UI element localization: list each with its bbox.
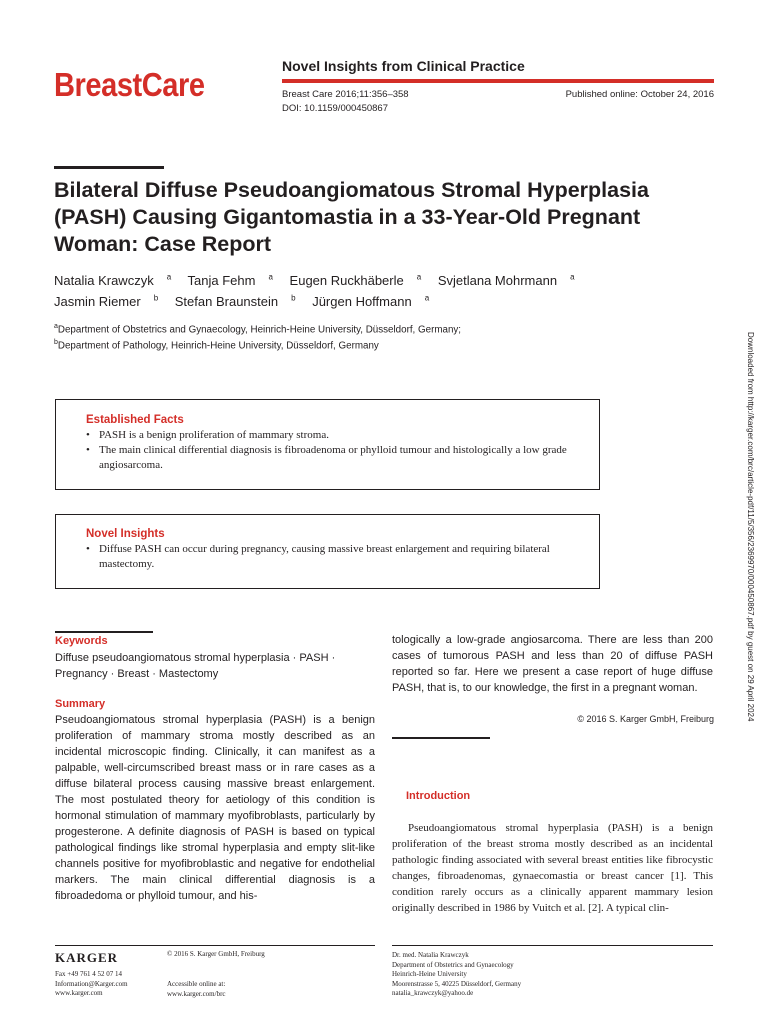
correspondence-address (392, 951, 521, 999)
doi[interactable]: DOI: 10.1159/000450867 (282, 103, 388, 114)
introduction-title: Introduction (406, 790, 471, 802)
list-item: • The main clinical differential diagnosis is fibroadenoma or phylloid tumour and histologically a low grade angiosarcoma. (86, 444, 567, 471)
summary-copyright: © 2016 S. Karger GmbH, Freiburg (577, 714, 714, 724)
footer-rule-right (392, 945, 713, 946)
author: Jasmin Riemer $^b$ (54, 293, 159, 309)
keywords-rule (55, 631, 153, 633)
breast-care-logo: BreastCare (54, 66, 205, 103)
published-date: Published online: October 24, 2016 (565, 89, 714, 100)
list-item: • PASH is a benign proliferation of mammary stroma. (86, 429, 329, 441)
accessible-online (167, 980, 226, 999)
web-link[interactable]: www.karger.com (55, 989, 103, 997)
affiliations (54, 320, 461, 353)
author: Eugen Ruckhäberle $^a$ (289, 273, 422, 289)
affiliation: $^b$Department of Pathology, Heinrich-Heine University, Düsseldorf, Germany (54, 339, 379, 352)
established-facts-box (55, 399, 600, 490)
karger-logo: KARGER (55, 950, 119, 965)
header-red-rule (282, 79, 714, 83)
correspondence-line: Dr. med. Natalia Krawczyk (392, 951, 469, 959)
summary-continuation: tologically a low-grade angiosarcoma. There are less than 200 cases of tumorous PASH and less than 20 of diffuse PASH reported so far. Here we present a case report of huge diffuse PASH, that is, to our knowledge, the first in a pregnant woman. (392, 634, 713, 694)
email-link[interactable]: Information@Karger.com (55, 979, 128, 988)
author: Jürgen Hoffmann $^a$ (312, 293, 430, 309)
author: Stefan Braunstein $^b$ (174, 293, 296, 309)
footer-copyright: © 2016 S. Karger GmbH, Freiburg (167, 950, 265, 958)
title-rule (54, 166, 164, 169)
summary-text: Pseudoangiomatous stromal hyperplasia (PASH) is a benign proliferation of mammary stroma mostly described as an incidental microscopic finding. Clinically, it can manifest as a palpable, well-circumscribed breast mass or in rare cases as a diffuse bilateral process causing massive breast enlargement. The most postulated theory for aetiology of this condition is hormonal stimulation of mammary myofibroblasts, particularly by progesterone. A definite diagnosis of PASH is based on typical pathological findings like stromal hyperplasia and empty slit-like channels positive for myofibroblastic and negative for endothelial markers. The main clinical differential diagnosis is a fibroadedoma or phylloid tumour, and his- (55, 714, 375, 902)
novel-insights-box (55, 514, 600, 589)
download-watermark: Downloaded from http://karger.com/brc/article-pdf/11/5/356/2369970/000450867.pdf by guest on 29 April 2024 (746, 332, 755, 722)
publisher-contact (55, 970, 128, 999)
author: Natalia Krawczyk $^a$ (54, 273, 172, 289)
established-facts-title: Established Facts (86, 414, 184, 426)
author: Tanja Fehm $^a$ (187, 273, 273, 289)
summary-end-rule (392, 737, 490, 739)
accessible-label: Accessible online at: (167, 980, 226, 988)
keywords-text: Diffuse pseudoangiomatous stromal hyperplasia · PASH · Pregnancy · Breast · Mastectomy (55, 652, 336, 680)
section-title: Novel Insights from Clinical Practice (282, 58, 525, 74)
summary-title: Summary (55, 698, 106, 710)
correspondence-line: Heinrich-Heine University (392, 970, 467, 978)
author: Svjetlana Mohrmann $^a$ (437, 273, 575, 289)
author-list (54, 269, 714, 310)
correspondence-email[interactable]: natalia_krawczyk@yahoo.de (392, 989, 474, 997)
correspondence-line: Department of Obstetrics and Gynaecology (392, 960, 514, 969)
affiliation: $^a$Department of Obstetrics and Gynaecology, Heinrich-Heine University, Düsseldorf, Germany; (54, 323, 462, 336)
introduction-text: Pseudoangiomatous stromal hyperplasia (PASH) is a benign proliferation of the breast stroma mostly described as an incidental pathologic finding associated with several breast entities like fibrocystic changes, fibroadenomas, gynaecomastia or breast cancer [1]. This condition rarely occurs as a clinically apparent mammary lesion originally described in 1986 by Vuitch et al. [2]. A typical clin- (392, 822, 713, 914)
novel-insights-title: Novel Insights (86, 528, 165, 540)
footer-rule-left (55, 945, 375, 946)
article-title: Bilateral Diffuse Pseudoangiomatous Stromal Hyperplasia (PASH) Causing Gigantomastia in a 33-Year-Old Pregnant Woman: Case Report (54, 178, 649, 256)
journal-citation: Breast Care 2016;11:356–358 (282, 89, 409, 100)
accessible-url[interactable]: www.karger.com/brc (167, 989, 226, 998)
fax: Fax +49 761 4 52 07 14 (55, 970, 122, 978)
keywords-title: Keywords (55, 635, 108, 647)
list-item: • Diffuse PASH can occur during pregnancy, causing massive breast enlargement and requiring bilateral mastectomy. (86, 543, 550, 570)
correspondence-line: Moorenstrasse 5, 40225 Düsseldorf, Germany (392, 979, 522, 988)
